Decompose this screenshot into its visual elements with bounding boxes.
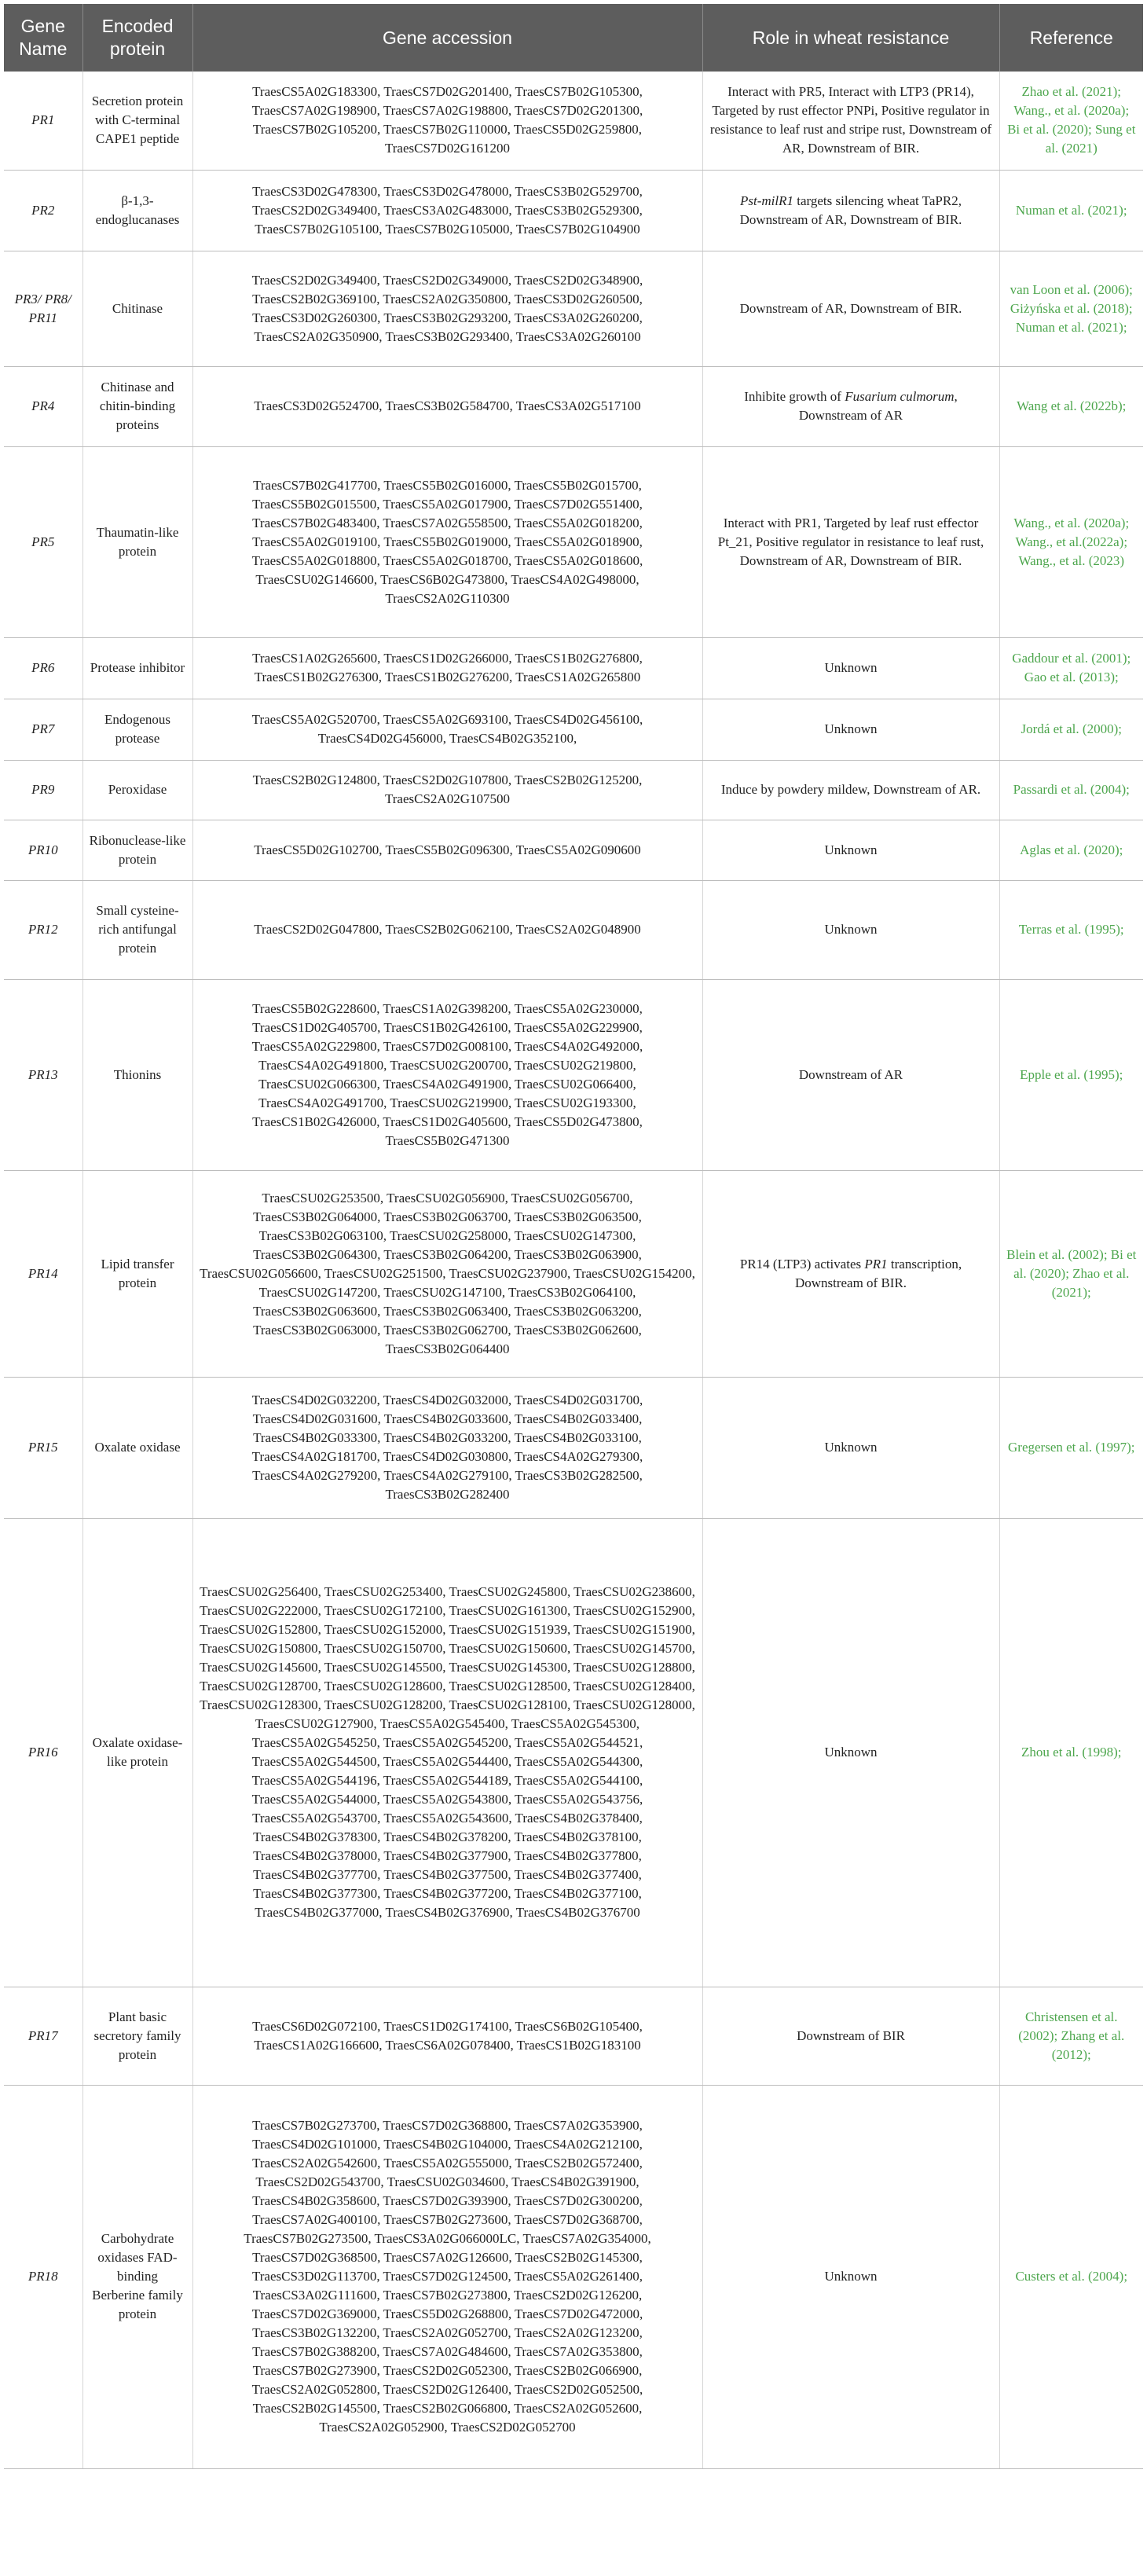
- role-italic-term: Pst-milR1: [740, 193, 794, 208]
- header-gene-accession: Gene accession: [192, 4, 702, 72]
- reference-link[interactable]: van Loon et al. (2006); Giżyńska et al. (2018); Numan et al. (2021);: [999, 251, 1143, 366]
- table-body: [4, 72, 1143, 2468]
- gene-name: PR6: [4, 637, 82, 699]
- pr-genes-table: [4, 4, 1143, 2469]
- role-in-resistance: [702, 1170, 999, 1377]
- encoded-protein: Ribonuclease-like protein: [82, 820, 192, 880]
- gene-accession: TraesCS5B02G228600, TraesCS1A02G398200, TraesCS5A02G230000, TraesCS1D02G405700, TraesCS1B02G426100, TraesCS5A02G229900, TraesCS5A02G229800, TraesCS7D02G008100, TraesCS4A02G492000, TraesCS4A02G491800, TraesCSU02G200700, TraesCSU02G219800, TraesCSU02G066300, TraesCS4A02G491900, TraesCSU02G066400, TraesCS4A02G491700, TraesCSU02G219900, TraesCSU02G193300, TraesCS1B02G426000, TraesCS1D02G405600, TraesCS5D02G473800, TraesCS5B02G471300: [192, 979, 702, 1170]
- role-in-resistance: Interact with PR5, Interact with LTP3 (PR14), Targeted by rust effector PNPi, Positive regulator in resistance to leaf rust and stripe rust, Downstream of AR, Downstream of BIR.: [702, 72, 999, 170]
- role-in-resistance: Unknown: [702, 637, 999, 699]
- reference-link[interactable]: Aglas et al. (2020);: [999, 820, 1143, 880]
- gene-name: PR12: [4, 880, 82, 979]
- reference-link[interactable]: Zhou et al. (1998);: [999, 1518, 1143, 1987]
- table-row: [4, 72, 1143, 170]
- encoded-protein: Oxalate oxidase-like protein: [82, 1518, 192, 1987]
- header-encoded-protein: Encoded protein: [82, 4, 192, 72]
- gene-name: PR7: [4, 699, 82, 760]
- encoded-protein: Thionins: [82, 979, 192, 1170]
- encoded-protein: Oxalate oxidase: [82, 1377, 192, 1518]
- gene-accession: TraesCS3D02G524700, TraesCS3B02G584700, TraesCS3A02G517100: [192, 366, 702, 446]
- table-row: [4, 1377, 1143, 1518]
- gene-accession: TraesCS2D02G349400, TraesCS2D02G349000, TraesCS2D02G348900, TraesCS2B02G369100, TraesCS2A02G350800, TraesCS3D02G260500, TraesCS3D02G260300, TraesCS3B02G293200, TraesCS3A02G260200, TraesCS2A02G350900, TraesCS3B02G293400, TraesCS3A02G260100: [192, 251, 702, 366]
- encoded-protein: β-1,3-endoglucanases: [82, 170, 192, 251]
- gene-name: PR16: [4, 1518, 82, 1987]
- table-row: [4, 2085, 1143, 2468]
- gene-accession: TraesCS2B02G124800, TraesCS2D02G107800, TraesCS2B02G125200, TraesCS2A02G107500: [192, 760, 702, 820]
- role-in-resistance: Interact with PR1, Targeted by leaf rust effector Pt_21, Positive regulator in resistance to leaf rust, Downstream of AR, Downstream of BIR.: [702, 446, 999, 637]
- header-role: Role in wheat resistance: [702, 4, 999, 72]
- header-gene-name: Gene Name: [4, 4, 82, 72]
- table-header: [4, 4, 1143, 72]
- reference-link[interactable]: Terras et al. (1995);: [999, 880, 1143, 979]
- role-in-resistance: Unknown: [702, 820, 999, 880]
- role-in-resistance: Induce by powdery mildew, Downstream of AR.: [702, 760, 999, 820]
- role-italic-term: PR1: [864, 1256, 888, 1271]
- table-row: [4, 820, 1143, 880]
- table-row: [4, 760, 1143, 820]
- reference-link[interactable]: Blein et al. (2002); Bi et al. (2020); Zhao et al. (2021);: [999, 1170, 1143, 1377]
- role-in-resistance: [702, 366, 999, 446]
- encoded-protein: Carbohydrate oxidases FAD-binding Berberine family protein: [82, 2085, 192, 2468]
- table-row: [4, 170, 1143, 251]
- header-row: [4, 4, 1143, 72]
- gene-accession: TraesCS5D02G102700, TraesCS5B02G096300, TraesCS5A02G090600: [192, 820, 702, 880]
- table-row: [4, 1987, 1143, 2085]
- encoded-protein: Protease inhibitor: [82, 637, 192, 699]
- gene-accession: TraesCS2D02G047800, TraesCS2B02G062100, TraesCS2A02G048900: [192, 880, 702, 979]
- gene-accession: TraesCS4D02G032200, TraesCS4D02G032000, TraesCS4D02G031700, TraesCS4D02G031600, TraesCS4B02G033600, TraesCS4B02G033400, TraesCS4B02G033300, TraesCS4B02G033200, TraesCS4B02G033100, TraesCS4A02G181700, TraesCS4D02G030800, TraesCS4A02G279300, TraesCS4A02G279200, TraesCS4A02G279100, TraesCS3B02G282500, TraesCS3B02G282400: [192, 1377, 702, 1518]
- gene-name: PR1: [4, 72, 82, 170]
- role-text: transcription, Downstream of BIR.: [794, 1256, 962, 1290]
- reference-link[interactable]: Jordá et al. (2000);: [999, 699, 1143, 760]
- reference-link[interactable]: Numan et al. (2021);: [999, 170, 1143, 251]
- table-row: [4, 446, 1143, 637]
- gene-name: PR4: [4, 366, 82, 446]
- encoded-protein: Plant basic secretory family protein: [82, 1987, 192, 2085]
- gene-accession: TraesCS5A02G183300, TraesCS7D02G201400, TraesCS7B02G105300, TraesCS7A02G198900, TraesCS7A02G198800, TraesCS7D02G201300, TraesCS7B02G105200, TraesCS7B02G110000, TraesCS5D02G259800, TraesCS7D02G161200: [192, 72, 702, 170]
- role-in-resistance: Unknown: [702, 1377, 999, 1518]
- table-row: [4, 979, 1143, 1170]
- role-in-resistance: Downstream of BIR: [702, 1987, 999, 2085]
- table-row: [4, 1170, 1143, 1377]
- role-in-resistance: Downstream of AR, Downstream of BIR.: [702, 251, 999, 366]
- table-row: [4, 1518, 1143, 1987]
- gene-name: PR2: [4, 170, 82, 251]
- gene-accession: TraesCS1A02G265600, TraesCS1D02G266000, TraesCS1B02G276800, TraesCS1B02G276300, TraesCS1B02G276200, TraesCS1A02G265800: [192, 637, 702, 699]
- encoded-protein: Small cysteine-rich antifungal protein: [82, 880, 192, 979]
- role-in-resistance: Downstream of AR: [702, 979, 999, 1170]
- gene-name: PR14: [4, 1170, 82, 1377]
- gene-accession: TraesCS3D02G478300, TraesCS3D02G478000, TraesCS3B02G529700, TraesCS2D02G349400, TraesCS3A02G483000, TraesCS3B02G529300, TraesCS7B02G105100, TraesCS7B02G105000, TraesCS7B02G104900: [192, 170, 702, 251]
- gene-accession: TraesCSU02G256400, TraesCSU02G253400, TraesCSU02G245800, TraesCSU02G238600, TraesCSU02G222000, TraesCSU02G172100, TraesCSU02G161300, TraesCSU02G152900, TraesCSU02G152800, TraesCSU02G152000, TraesCSU02G151939, TraesCSU02G151900, TraesCSU02G150800, TraesCSU02G150700, TraesCSU02G150600, TraesCSU02G145700, TraesCSU02G145600, TraesCSU02G145500, TraesCSU02G145300, TraesCSU02G128800, TraesCSU02G128700, TraesCSU02G128600, TraesCSU02G128500, TraesCSU02G128400, TraesCSU02G128300, TraesCSU02G128200, TraesCSU02G128100, TraesCSU02G128000, TraesCSU02G127900, TraesCS5A02G545400, TraesCS5A02G545300, TraesCS5A02G545250, TraesCS5A02G545200, TraesCS5A02G544521, TraesCS5A02G544500, TraesCS5A02G544400, TraesCS5A02G544300, TraesCS5A02G544196, TraesCS5A02G544189, TraesCS5A02G544100, TraesCS5A02G544000, TraesCS5A02G543800, TraesCS5A02G543756, TraesCS5A02G543700, TraesCS5A02G543600, TraesCS4B02G378400, TraesCS4B02G378300, TraesCS4B02G378200, TraesCS4B02G378100, TraesCS4B02G378000, TraesCS4B02G377900, TraesCS4B02G377800, TraesCS4B02G377700, TraesCS4B02G377500, TraesCS4B02G377400, TraesCS4B02G377300, TraesCS4B02G377200, TraesCS4B02G377100, TraesCS4B02G377000, TraesCS4B02G376900, TraesCS4B02G376700: [192, 1518, 702, 1987]
- reference-link[interactable]: Gaddour et al. (2001); Gao et al. (2013);: [999, 637, 1143, 699]
- encoded-protein: Chitinase and chitin-binding proteins: [82, 366, 192, 446]
- reference-link[interactable]: Zhao et al. (2021); Wang., et al. (2020a); Bi et al. (2020); Sung et al. (2021): [999, 72, 1143, 170]
- gene-name: PR10: [4, 820, 82, 880]
- reference-link[interactable]: Custers et al. (2004);: [999, 2085, 1143, 2468]
- encoded-protein: Endogenous protease: [82, 699, 192, 760]
- reference-link[interactable]: Passardi et al. (2004);: [999, 760, 1143, 820]
- header-reference: Reference: [999, 4, 1143, 72]
- role-italic-term: Fusarium culmorum: [845, 389, 955, 404]
- encoded-protein: Chitinase: [82, 251, 192, 366]
- gene-accession: TraesCS6D02G072100, TraesCS1D02G174100, TraesCS6B02G105400, TraesCS1A02G166600, TraesCS6A02G078400, TraesCS1B02G183100: [192, 1987, 702, 2085]
- role-in-resistance: [702, 170, 999, 251]
- encoded-protein: Peroxidase: [82, 760, 192, 820]
- table-row: [4, 637, 1143, 699]
- gene-name: PR15: [4, 1377, 82, 1518]
- encoded-protein: Lipid transfer protein: [82, 1170, 192, 1377]
- gene-name: PR9: [4, 760, 82, 820]
- role-in-resistance: Unknown: [702, 2085, 999, 2468]
- role-text-prefix: Inhibite growth of: [744, 389, 845, 404]
- gene-accession: TraesCS7B02G417700, TraesCS5B02G016000, TraesCS5B02G015700, TraesCS5B02G015500, TraesCS5A02G017900, TraesCS7D02G551400, TraesCS7B02G483400, TraesCS7A02G558500, TraesCS5A02G018200, TraesCS5A02G019100, TraesCS5B02G019000, TraesCS5A02G018900, TraesCS5A02G018800, TraesCS5A02G018700, TraesCS5A02G018600, TraesCSU02G146600, TraesCS6B02G473800, TraesCS4A02G498000, TraesCS2A02G110300: [192, 446, 702, 637]
- encoded-protein: Secretion protein with C-terminal CAPE1 peptide: [82, 72, 192, 170]
- gene-name: PR13: [4, 979, 82, 1170]
- role-text: , Downstream of AR: [798, 389, 958, 423]
- table-row: [4, 880, 1143, 979]
- gene-name: PR17: [4, 1987, 82, 2085]
- reference-link[interactable]: Wang., et al. (2020a); Wang., et al.(2022a); Wang., et al. (2023): [999, 446, 1143, 637]
- table-row: [4, 699, 1143, 760]
- role-in-resistance: Unknown: [702, 1518, 999, 1987]
- role-text-prefix: PR14 (LTP3) activates: [739, 1256, 865, 1271]
- encoded-protein: Thaumatin-like protein: [82, 446, 192, 637]
- role-text: targets silencing wheat TaPR2, Downstream of AR, Downstream of BIR.: [739, 193, 962, 227]
- gene-name: PR18: [4, 2085, 82, 2468]
- gene-accession: TraesCS5A02G520700, TraesCS5A02G693100, TraesCS4D02G456100, TraesCS4D02G456000, TraesCS4B02G352100,: [192, 699, 702, 760]
- role-in-resistance: Unknown: [702, 880, 999, 979]
- gene-accession: TraesCS7B02G273700, TraesCS7D02G368800, TraesCS7A02G353900, TraesCS4D02G101000, TraesCS4B02G104000, TraesCS4A02G212100, TraesCS2A02G542600, TraesCS5A02G555000, TraesCS2B02G572400, TraesCS2D02G543700, TraesCSU02G034600, TraesCS4B02G391900, TraesCS4B02G358600, TraesCS7D02G393900, TraesCS7D02G300200, TraesCS7A02G400100, TraesCS7B02G273600, TraesCS7D02G368700, TraesCS7B02G273500, TraesCS3A02G066000LC, TraesCS7A02G354000, TraesCS7D02G368500, TraesCS7A02G126600, TraesCS2B02G145300, TraesCS3D02G113700, TraesCS7D02G124500, TraesCS5A02G261400, TraesCS3A02G111600, TraesCS7B02G273800, TraesCS2D02G126200, TraesCS7D02G369000, TraesCS5D02G268800, TraesCS7D02G472000, TraesCS3B02G132200, TraesCS2A02G052700, TraesCS2A02G123200, TraesCS7B02G388200, TraesCS7A02G484600, TraesCS7A02G353800, TraesCS7B02G273900, TraesCS2D02G052300, TraesCS2B02G066900, TraesCS2A02G052800, TraesCS2D02G126400, TraesCS2D02G052500, TraesCS2B02G145500, TraesCS2B02G066800, TraesCS2A02G052600, TraesCS2A02G052900, TraesCS2D02G052700: [192, 2085, 702, 2468]
- reference-link[interactable]: Wang et al. (2022b);: [999, 366, 1143, 446]
- gene-name: PR3/ PR8/ PR11: [4, 251, 82, 366]
- role-in-resistance: Unknown: [702, 699, 999, 760]
- reference-link[interactable]: Epple et al. (1995);: [999, 979, 1143, 1170]
- table-row: [4, 251, 1143, 366]
- gene-name: PR5: [4, 446, 82, 637]
- reference-link[interactable]: Christensen et al. (2002); Zhang et al. (2012);: [999, 1987, 1143, 2085]
- gene-accession: TraesCSU02G253500, TraesCSU02G056900, TraesCSU02G056700, TraesCS3B02G064000, TraesCS3B02G063700, TraesCS3B02G063500, TraesCS3B02G063100, TraesCSU02G258000, TraesCSU02G147300, TraesCS3B02G064300, TraesCS3B02G064200, TraesCS3B02G063900, TraesCSU02G056600, TraesCSU02G251500, TraesCSU02G237900, TraesCSU02G154200, TraesCSU02G147200, TraesCSU02G147100, TraesCS3B02G064100, TraesCS3B02G063600, TraesCS3B02G063400, TraesCS3B02G063200, TraesCS3B02G063000, TraesCS3B02G062700, TraesCS3B02G062600, TraesCS3B02G064400: [192, 1170, 702, 1377]
- reference-link[interactable]: Gregersen et al. (1997);: [999, 1377, 1143, 1518]
- table-row: [4, 366, 1143, 446]
